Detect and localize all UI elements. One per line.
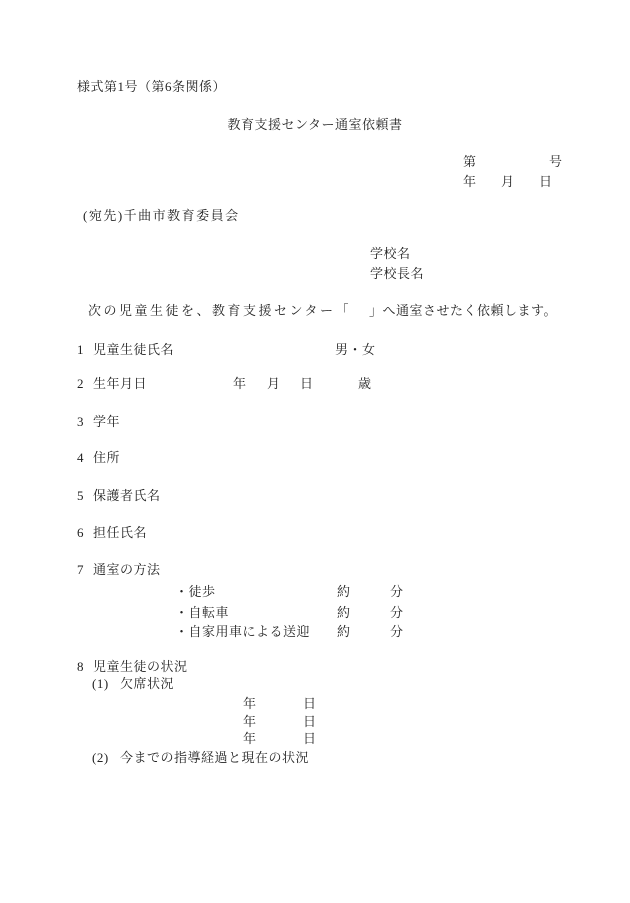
item7-method-walk-approx: 約 <box>337 584 351 599</box>
item7-method-walk-minutes: 分 <box>390 584 404 599</box>
item7-method-bicycle: ・自転車 <box>175 605 230 620</box>
item6-number: 6 <box>77 525 84 540</box>
item7-method-walk: ・徒歩 <box>175 584 216 599</box>
item5-label: 保護者氏名 <box>93 488 161 503</box>
principal-name-label: 学校長名 <box>370 266 425 281</box>
item8-sub2-number: (2) <box>92 750 109 765</box>
item1-gender-options: 男・女 <box>335 342 376 357</box>
item2-number: 2 <box>77 376 84 391</box>
school-name-label: 学校名 <box>370 246 411 261</box>
doc-no-suffix: 号 <box>549 154 563 169</box>
date-year-label: 年 <box>463 174 477 189</box>
absence-row3-day-label: 日 <box>303 731 317 746</box>
item3-number: 3 <box>77 414 84 429</box>
item4-label: 住所 <box>93 450 121 465</box>
request-tail: 」へ通室させたく依頼します。 <box>369 303 557 318</box>
date-month-label: 月 <box>501 174 515 189</box>
item1-label: 児童生徒氏名 <box>93 342 175 357</box>
doc-no-prefix: 第 <box>463 154 477 169</box>
item6-label: 担任氏名 <box>93 525 148 540</box>
item8-number: 8 <box>77 659 84 674</box>
page-title: 教育支援センター通室依頼書 <box>227 117 403 132</box>
item8-label: 児童生徒の状況 <box>93 659 188 674</box>
item8-sub1-number: (1) <box>92 676 109 691</box>
item7-method-car-minutes: 分 <box>390 624 404 639</box>
item1-number: 1 <box>77 342 84 357</box>
request-lead: 次の児童生徒を、教育支援センター「 <box>88 303 351 318</box>
absence-row2-year-label: 年 <box>243 714 257 729</box>
form-number: 様式第1号（第6条関係） <box>77 79 227 94</box>
item7-number: 7 <box>77 562 84 577</box>
item7-method-car: ・自家用車による送迎 <box>175 624 311 639</box>
item2-label: 生年月日 <box>93 376 148 391</box>
item2-year-label: 年 <box>233 376 247 391</box>
date-day-label: 日 <box>539 174 553 189</box>
item4-number: 4 <box>77 450 84 465</box>
absence-row1-day-label: 日 <box>303 696 317 711</box>
item3-label: 学年 <box>93 414 121 429</box>
item7-method-bicycle-minutes: 分 <box>390 605 404 620</box>
item5-number: 5 <box>77 488 84 503</box>
item2-month-label: 月 <box>267 376 281 391</box>
absence-row2-day-label: 日 <box>303 714 317 729</box>
addressee: (宛先)千曲市教育委員会 <box>83 208 240 223</box>
item7-method-car-approx: 約 <box>337 624 351 639</box>
absence-row1-year-label: 年 <box>243 696 257 711</box>
item7-method-bicycle-approx: 約 <box>337 605 351 620</box>
absence-row3-year-label: 年 <box>243 731 257 746</box>
item2-age-label: 歳 <box>358 376 372 391</box>
item8-sub1-label: 欠席状況 <box>120 676 175 691</box>
item8-sub2-label: 今までの指導経過と現在の状況 <box>120 750 310 765</box>
item2-day-label: 日 <box>300 376 314 391</box>
item7-label: 通室の方法 <box>93 562 161 577</box>
